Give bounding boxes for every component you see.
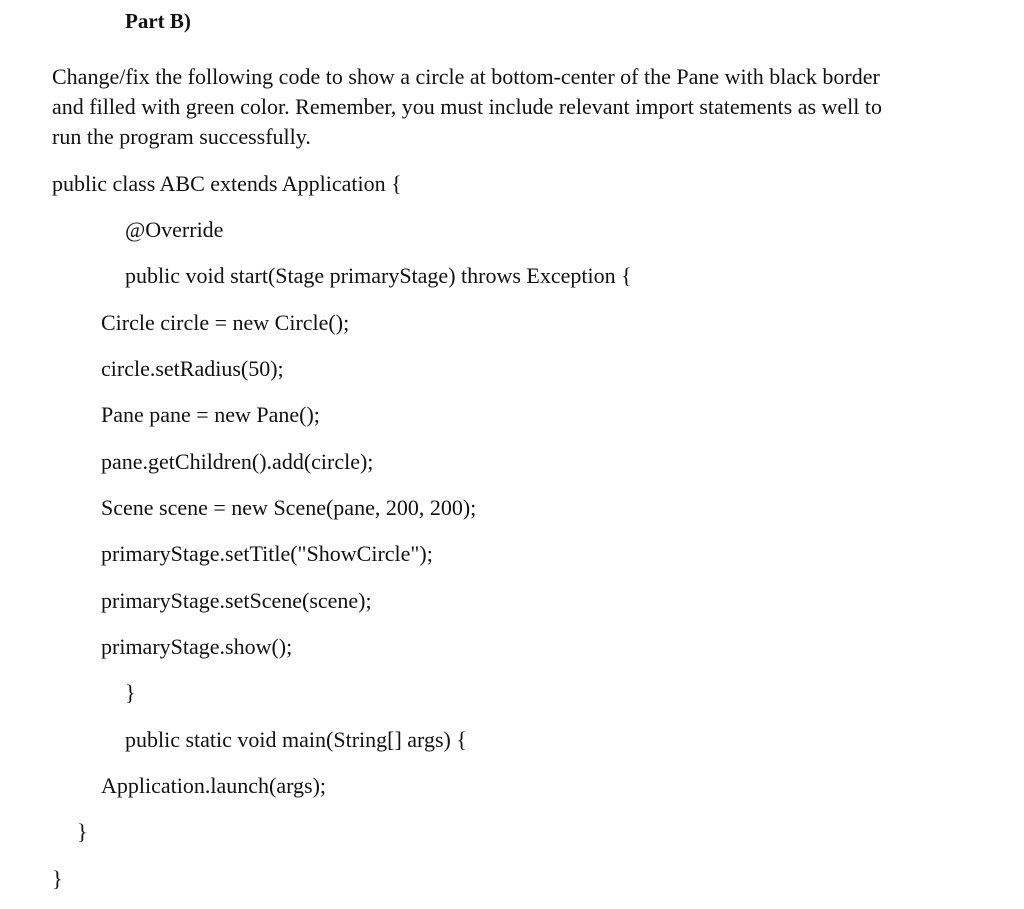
instruction-line: and filled with green color. Remember, you must include relevant import statements as well to xyxy=(52,94,883,119)
code-line: primaryStage.setScene(scene); xyxy=(101,588,372,613)
instruction-line: Change/fix the following code to show a circle at bottom-center of the Pane with black border xyxy=(52,64,880,89)
code-line: Circle circle = new Circle(); xyxy=(101,310,350,335)
section-heading: Part B) xyxy=(125,9,191,33)
code-line: public class ABC extends Application { xyxy=(52,171,402,196)
code-line: circle.setRadius(50); xyxy=(101,356,284,381)
code-line: pane.getChildren().add(circle); xyxy=(101,449,374,474)
code-line: } xyxy=(125,680,136,705)
code-line: } xyxy=(52,866,63,891)
code-line: @Override xyxy=(125,217,224,242)
instructions-paragraph xyxy=(52,62,982,152)
instruction-line: run the program successfully. xyxy=(52,124,311,149)
code-line: primaryStage.show(); xyxy=(101,634,293,659)
code-line: Pane pane = new Pane(); xyxy=(101,402,320,427)
code-line: public void start(Stage primaryStage) throws Exception { xyxy=(125,263,632,288)
code-line: Scene scene = new Scene(pane, 200, 200); xyxy=(101,495,477,520)
code-line: Application.launch(args); xyxy=(101,773,327,798)
code-line: } xyxy=(77,819,88,844)
code-line: public static void main(String[] args) { xyxy=(125,727,467,752)
code-line: primaryStage.setTitle("ShowCircle"); xyxy=(101,541,433,566)
